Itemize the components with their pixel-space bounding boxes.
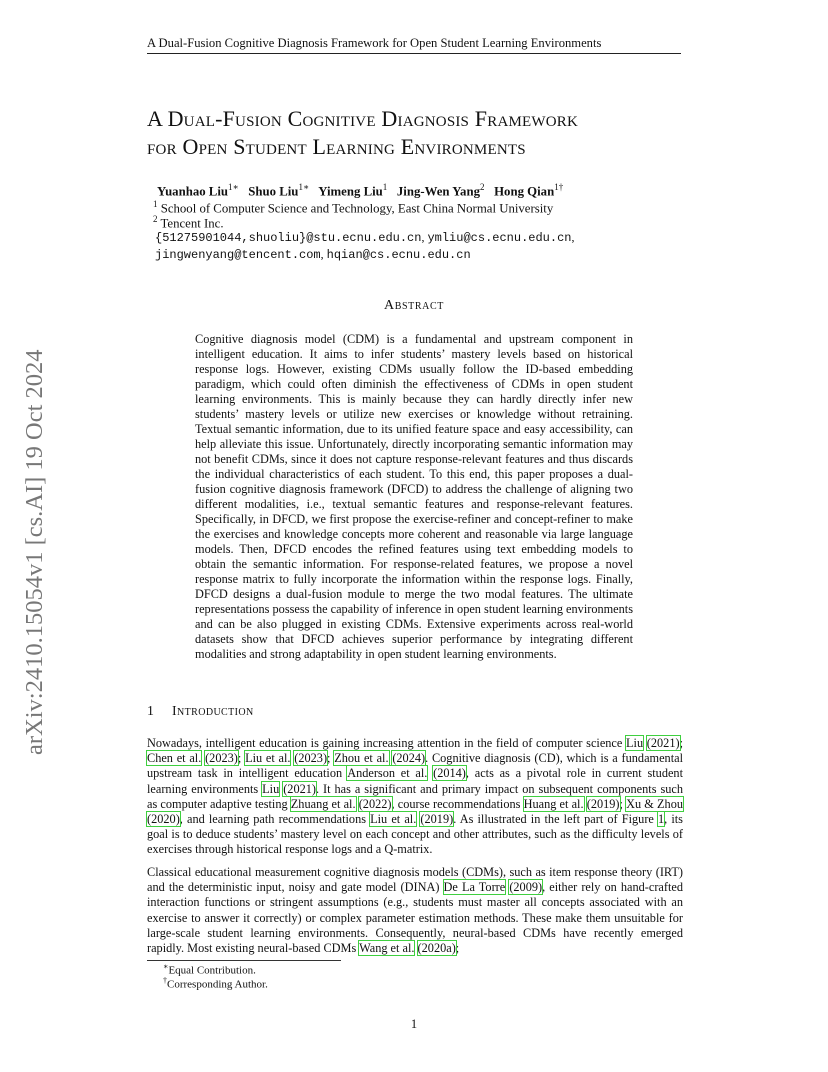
citation-link[interactable]: (2019) xyxy=(586,796,620,811)
paragraph-text: Nowadays, intelligent education is gaining increasing attention in the field of computer science xyxy=(147,736,627,750)
citation-link[interactable]: (2020a) xyxy=(417,941,456,956)
paragraph-text: ; xyxy=(237,751,246,766)
affiliation-mark: 2 xyxy=(153,214,158,224)
citation-link[interactable]: Liu et al. xyxy=(245,751,291,766)
footnote xyxy=(163,962,563,977)
author-name: Hong Qian xyxy=(494,184,555,199)
citation-link[interactable]: (2023) xyxy=(205,751,238,766)
citation-link[interactable]: Zhou et al. xyxy=(334,751,389,766)
citation-link[interactable]: (2023) xyxy=(294,751,328,766)
paragraph-text: ; xyxy=(679,736,683,750)
email-address[interactable]: hqian@cs.ecnu.edu.cn xyxy=(326,248,471,262)
intro-paragraph xyxy=(147,736,683,858)
citation-link[interactable]: Liu xyxy=(626,736,644,750)
citation-link[interactable]: (2009) xyxy=(509,880,543,895)
section-number: 1 xyxy=(147,703,154,718)
affiliation-mark: 1 xyxy=(153,199,158,209)
footnote xyxy=(163,976,563,991)
page-number: 1 xyxy=(410,1017,418,1031)
abstract-heading: Abstract xyxy=(384,298,444,313)
paragraph-text: , acts as a pivotal role in current student learning environments xyxy=(147,766,683,796)
paragraph-text: . It has a significant and primary impact on subsequent components such as computer adaptive testing xyxy=(147,781,683,811)
author-mark: 1∗ xyxy=(228,182,239,192)
citation-link[interactable]: (2014) xyxy=(433,766,466,781)
author-name: Yimeng Liu xyxy=(318,184,383,199)
author-mark: 1∗ xyxy=(298,182,310,192)
citation-link[interactable]: Xu & Zhou xyxy=(626,796,683,811)
author-mark: 1 xyxy=(382,182,388,192)
section-heading xyxy=(147,703,681,719)
citation-link[interactable]: De La Torre xyxy=(443,880,506,895)
paragraph-text: ; xyxy=(455,941,460,956)
citation-link[interactable]: (2021) xyxy=(646,736,680,750)
title-line-1: A Dual-Fusion Cognitive Diagnosis Framework xyxy=(147,106,578,131)
intro-paragraph xyxy=(147,865,683,956)
paragraph-text: . Cognitive diagnosis (CD), which is a fundamental upstream task in intelligent education xyxy=(147,751,683,781)
author-name: Jing-Wen Yang xyxy=(396,184,480,199)
paragraph-text: , course recommendations xyxy=(391,796,524,811)
citation-link[interactable]: Liu xyxy=(262,781,280,796)
paragraph-text: , either rely on hand-crafted interaction functions or stringent assumptions (e.g., students must master all concepts associated with an exercise to answer it correctly) or complex parameter estimation methods. These make them unsuitable for large-scale student learning environments. Consequently, neural-based CDMs have recently emerged rapidly. Most existing neural-based CDMs xyxy=(147,880,684,956)
author-mark: 2 xyxy=(479,182,485,192)
citation-link[interactable]: (2022) xyxy=(358,796,392,811)
paragraph-text: , and learning path recommendations xyxy=(179,812,371,827)
author-name: Yuanhao Liu xyxy=(157,184,229,199)
footnote-text: Corresponding Author. xyxy=(167,978,268,991)
footnote-mark: † xyxy=(163,976,167,985)
author-name: Shuo Liu xyxy=(248,184,299,199)
paragraph-text: , its goal is to deduce students’ mastery level on each concept and other attributes, such as the difficulty levels of exercises through historical response logs and a Q-matrix. xyxy=(147,812,683,857)
citation-link[interactable]: (2024) xyxy=(392,751,426,766)
paragraph-text: . As illustrated in the left part of Figure xyxy=(453,812,658,827)
paragraph-text: ; xyxy=(327,751,335,766)
citation-link[interactable]: Zhuang et al. xyxy=(290,796,356,811)
affiliation-text: Tencent Inc. xyxy=(160,216,224,231)
citation-link[interactable]: (2021) xyxy=(283,781,316,796)
author-list xyxy=(157,182,677,199)
citation-link[interactable]: Anderson et al. xyxy=(347,766,428,781)
footnote-mark: ∗ xyxy=(163,962,169,971)
citation-link[interactable]: Liu et al. xyxy=(370,812,417,827)
paragraph-text: Classical educational measurement cognitive diagnosis models (CDMs), such as item response theory (IRT) and the deterministic input, noisy and gate model (DINA) xyxy=(147,865,683,895)
abstract-body: Cognitive diagnosis model (CDM) is a fundamental and upstream component in intelligent education. It aims to infer students’ mastery levels based on historical response logs. However, existing CDMs usually follow the ID-based embedding paradigm, which could often diminish the effectiveness of CDMs in open student learning environments. This is mainly because they can hardly directly infer new students’ mastery levels or utilize new exercises or knowledge without retraining. Textual semantic information, due to its unified feature space and easy accessibility, can help alleviate this issue. Unfortunately, directly incorporating semantic information may not benefit CDMs, since it does not capture response-relevant features and thus discards the individual characteristics of each student. To this end, this paper proposes a dual-fusion cognitive diagnosis framework (DFCD) to address the challenge of aligning two different modalities, i.e., textual semantic features and response-relevant features. Specifically, in DFCD, we first propose the exercise-refiner and concept-refiner to make the exercises and knowledge concepts more coherent and reasonable via large language models. Then, DFCD encodes the refined features using text embedding models to obtain the semantic information. For response-related features, we propose a novel response matrix to fully incorporate the information within the response logs. Finally, DFCD designs a dual-fusion module to merge the two modal features. The ultimate representations possess the capability of inference in open student learning environments and can be also plugged in existing CDMs. Extensive experiments across real-world datasets show that DFCD achieves superior performance by integrating different modalities and strong adaptability in open student learning environments. xyxy=(195,332,633,661)
paper-title xyxy=(147,105,707,161)
email-address[interactable]: jingwenyang@tencent.com xyxy=(155,248,321,262)
running-header: A Dual-Fusion Cognitive Diagnosis Framework for Open Student Learning Environments xyxy=(147,36,602,50)
footnote-rule xyxy=(147,960,341,961)
email-address[interactable]: {51275901044,shuoliu}@stu.ecnu.edu.cn xyxy=(155,231,422,245)
title-line-2: for Open Student Learning Environments xyxy=(147,134,526,159)
citation-link[interactable]: (2020) xyxy=(147,812,180,827)
header-rule xyxy=(147,53,681,54)
citation-link[interactable]: (2019) xyxy=(420,812,454,827)
email-block: {51275901044,shuoliu}@stu.ecnu.edu.cn, ymliu@cs.ecnu.edu.cn, jingwenyang@tencent.com, hqian@cs.ecnu.edu.cn xyxy=(155,230,575,262)
author-mark: 1† xyxy=(554,182,564,192)
citation-link[interactable]: Wang et al. xyxy=(359,941,415,956)
citation-link[interactable]: Chen et al. xyxy=(147,751,202,766)
section-title: Introduction xyxy=(172,703,254,718)
arxiv-stamp: arXiv:2410.15054v1 [cs.AI] 19 Oct 2024 xyxy=(21,349,48,755)
affiliation-text: School of Computer Science and Technology, East China Normal University xyxy=(160,201,554,216)
figure-link[interactable]: 1 xyxy=(658,812,665,827)
footnote-text: Equal Contribution. xyxy=(168,964,256,977)
email-address[interactable]: ymliu@cs.ecnu.edu.cn xyxy=(427,231,572,245)
paragraph-text: ; xyxy=(619,796,627,811)
citation-link[interactable]: Huang et al. xyxy=(523,796,584,811)
